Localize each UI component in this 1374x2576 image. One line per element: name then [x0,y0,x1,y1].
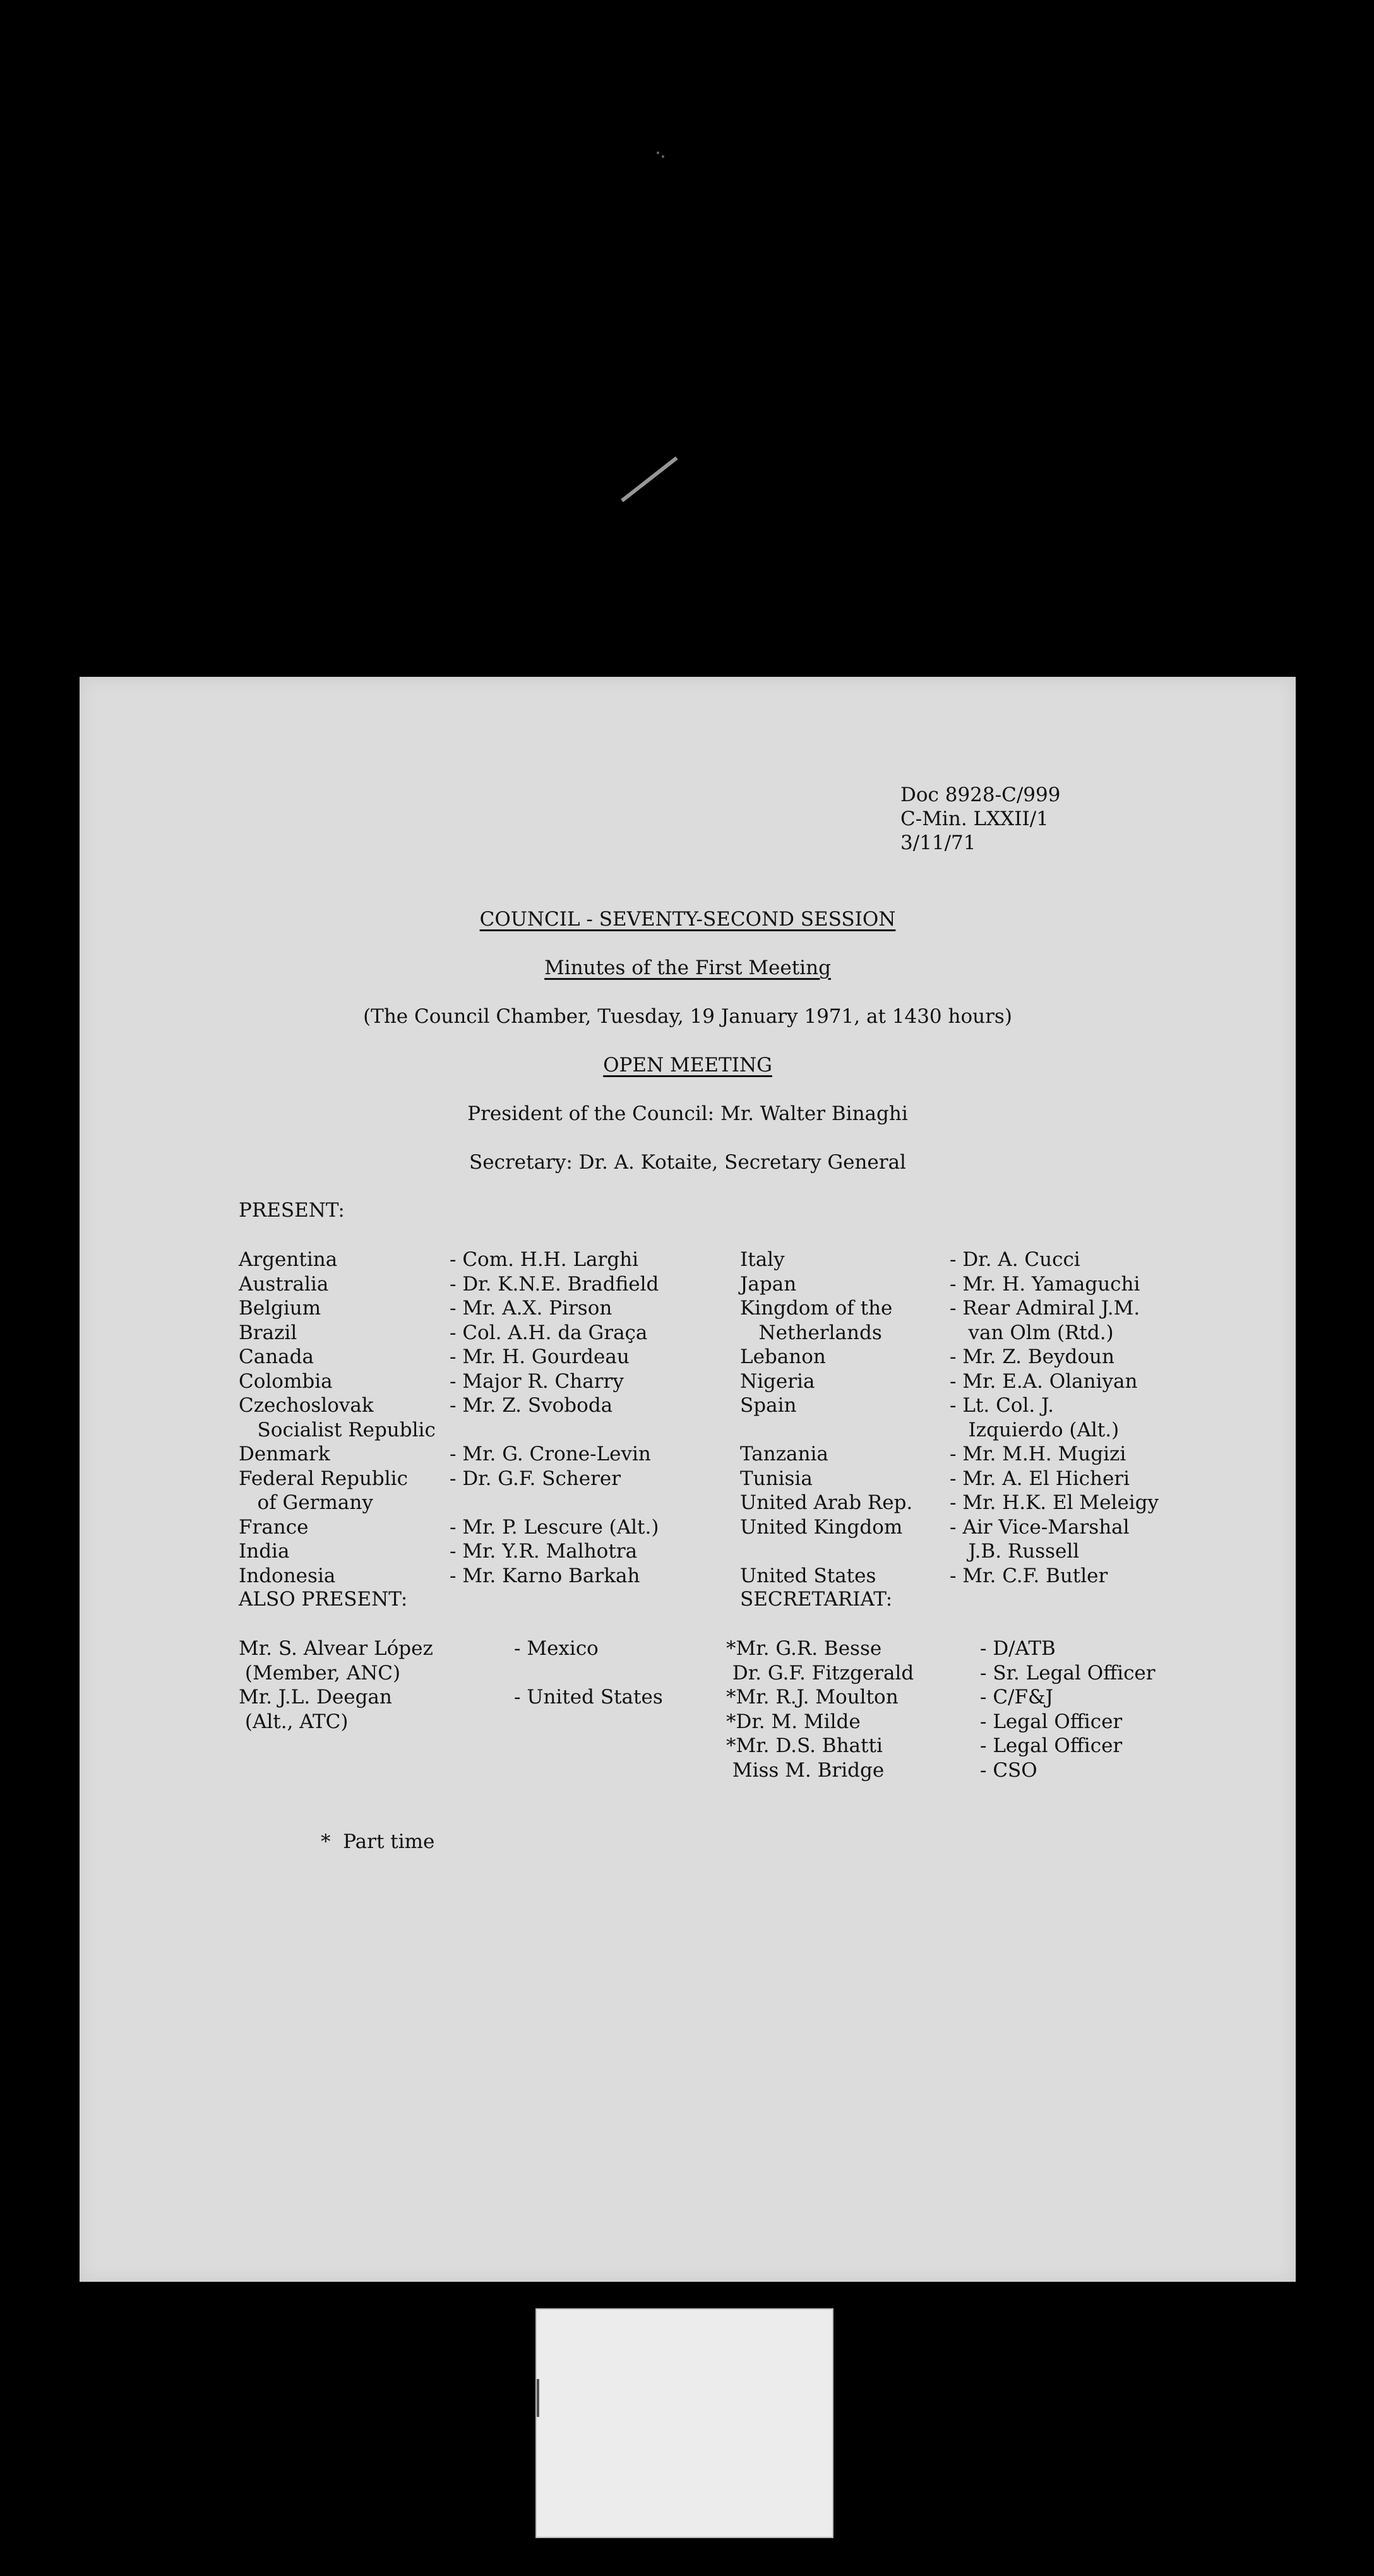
delegate: - Rear Admiral J.M. [950,1297,1140,1320]
card-edge-mark [537,2379,539,2417]
country: Tanzania [740,1443,828,1465]
document-page [80,677,1296,2282]
meeting-venue: (The Council Chamber, Tuesday, 19 January 1971, at 1430 hours) [363,1005,1012,1028]
secretariat-role: - C/F&J [980,1686,1054,1708]
present-delegates-right [950,1248,1159,1588]
doc-date: 3/11/71 [900,832,976,854]
attendee-name: Mr. J.L. Deegan [239,1686,392,1708]
delegate: - Mr. Y.R. Malhotra [450,1540,638,1563]
delegate: - Mr. A. El Hicheri [950,1467,1130,1490]
country: Nigeria [740,1369,815,1393]
secretariat-role: - CSO [980,1758,1037,1782]
delegate: Izquierdo (Alt.) [950,1418,1120,1441]
country: United States [740,1564,876,1587]
attendee-origin [514,1661,663,1686]
country: Czechoslovak [239,1394,374,1417]
country: Kingdom of the [740,1297,893,1320]
minutes-number: C-Min. LXXII/1 [900,808,1049,830]
delegate: - Air Vice-Marshal [950,1515,1130,1539]
delegate: - Mr. A.X. Pirson [450,1297,612,1320]
present-delegates-left [450,1248,659,1588]
delegate: - Mr. M.H. Mugizi [950,1443,1126,1465]
secretariat-role: - Legal Officer [980,1734,1123,1757]
country: Italy [740,1248,785,1271]
country: Colombia [239,1369,333,1393]
part-time-footnote: * Part time [321,1830,435,1853]
country: Tunisia [740,1467,813,1490]
delegate: - Dr. K.N.E. Bradfield [450,1272,659,1296]
delegate: - Lt. Col. J. [950,1394,1054,1417]
blank-target-card [535,2308,833,2538]
open-meeting-title: OPEN MEETING [603,1054,772,1076]
present-countries-left [239,1248,436,1588]
delegate: - Mr. C.F. Butler [950,1564,1108,1587]
delegate: - Mr. E.A. Olaniyan [950,1369,1138,1393]
present-label: PRESENT: [239,1199,345,1222]
also-present-origins [514,1637,663,1734]
attendee-name: Mr. S. Alvear López [239,1637,433,1660]
country: Lebanon [740,1345,826,1368]
attendee-origin [514,1710,663,1734]
secretariat-roles [980,1637,1156,1782]
present-countries-right [740,1248,912,1588]
delegate: - Mr. H. Yamaguchi [950,1272,1140,1296]
country: France [239,1515,309,1539]
delegate: van Olm (Rtd.) [950,1321,1114,1344]
country: Federal Republic [239,1467,408,1490]
country: Australia [239,1272,329,1296]
country: India [239,1540,290,1563]
delegate: - Mr. Z. Beydoun [950,1345,1114,1368]
country: Indonesia [239,1564,336,1587]
attendee-origin: - Mexico [514,1637,599,1660]
country: Belgium [239,1297,321,1320]
delegate: - Com. H.H. Larghi [450,1248,639,1271]
country: United Arab Rep. [740,1491,913,1514]
also-present-label: ALSO PRESENT: [239,1588,408,1611]
country: Denmark [239,1443,330,1465]
secretariat-role: - Sr. Legal Officer [980,1661,1156,1685]
secretariat-role: - Legal Officer [980,1710,1123,1733]
session-title: COUNCIL - SEVENTY-SECOND SESSION [479,908,896,931]
also-present-names [239,1637,433,1734]
secretariat-names [726,1637,914,1782]
delegate: - Major R. Charry [450,1369,624,1393]
minutes-title: Minutes of the First Meeting [544,957,831,979]
delegate [450,1491,659,1515]
delegate: - Mr. H.K. El Meleigy [950,1491,1159,1514]
country: Socialist Republic [239,1418,436,1441]
secretariat-name: Miss M. Bridge [726,1758,885,1782]
delegate [450,1418,659,1443]
secretariat-name: *Mr. G.R. Besse [726,1637,882,1660]
delegate: - Mr. G. Crone-Levin [450,1443,651,1465]
attendee-name: (Alt., ATC) [239,1710,349,1733]
country: Netherlands [740,1321,882,1344]
film-specks [657,152,664,159]
secretary-line: Secretary: Dr. A. Kotaite, Secretary General [469,1151,906,1174]
secretariat-name: Dr. G.F. Fitzgerald [726,1661,914,1685]
country: Canada [239,1345,314,1368]
country [740,1418,912,1443]
secretariat-label: SECRETARIAT: [740,1588,893,1611]
delegate: - Mr. Z. Svoboda [450,1394,613,1417]
president-line: President of the Council: Mr. Walter Binaghi [467,1102,908,1125]
country: Spain [740,1394,797,1417]
delegate: - Dr. G.F. Scherer [450,1467,621,1490]
delegate: J.B. Russell [950,1540,1080,1563]
attendee-name: (Member, ANC) [239,1661,401,1685]
country: Japan [740,1272,797,1296]
delegate: - Mr. H. Gourdeau [450,1345,630,1368]
doc-number: Doc 8928-C/999 [900,784,1061,806]
delegate: - Mr. P. Lescure (Alt.) [450,1515,659,1539]
delegate: - Col. A.H. da Graça [450,1321,648,1344]
delegate: - Mr. Karno Barkah [450,1564,640,1587]
country: Brazil [239,1321,297,1344]
film-scratch [621,456,678,502]
country: of Germany [239,1491,373,1514]
secretariat-name: *Mr. R.J. Moulton [726,1686,899,1708]
attendee-origin: - United States [514,1686,663,1708]
secretariat-role: - D/ATB [980,1637,1056,1660]
country: Argentina [239,1248,338,1271]
country [740,1539,912,1564]
document-reference [900,783,1060,855]
secretariat-name: *Dr. M. Milde [726,1710,861,1733]
delegate: - Dr. A. Cucci [950,1248,1080,1271]
secretariat-name: *Mr. D.S. Bhatti [726,1734,883,1757]
country: United Kingdom [740,1515,903,1539]
